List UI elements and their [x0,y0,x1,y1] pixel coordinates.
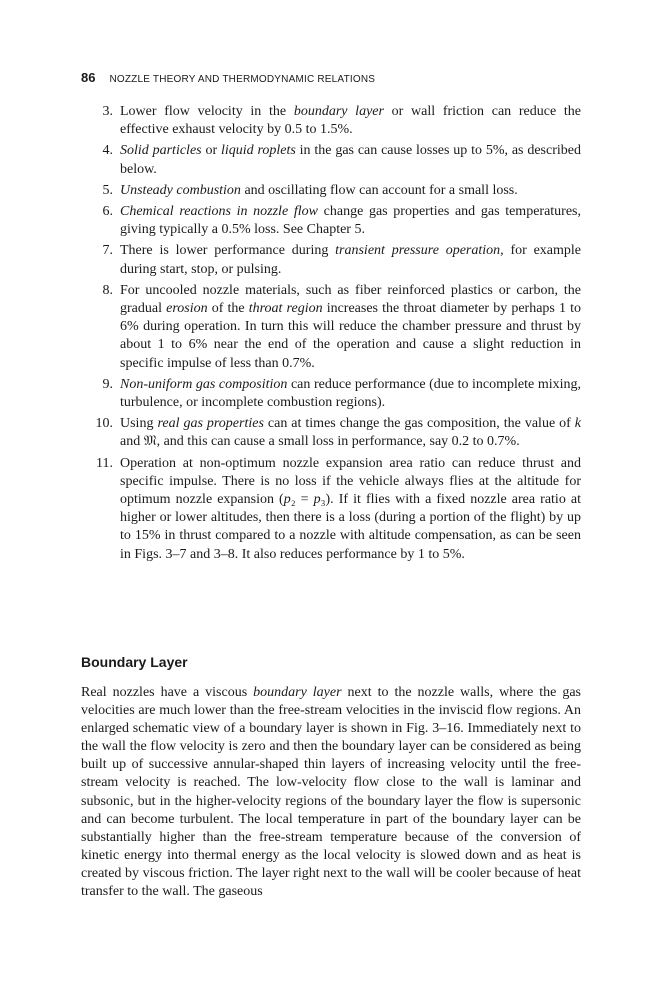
text-run: For uncooled nozzle materials, such as fiber reinforced plastics or carbon, the gradual [120,282,581,317]
text-run: or [201,143,221,159]
text-run: can at times change the gas composition, the value of [263,416,575,432]
text-run: Real nozzles have a viscous [81,685,254,700]
text-run: Operation at non-optimum nozzle expansion area ratio can reduce thrust and specific impulse. There is no loss if the vehicle always flies at the altitude for optimum nozzle expansion ( [120,455,581,508]
italic-text: boundary layer [293,104,384,119]
list-item [81,415,581,451]
text-run: ₃). If it flies with a fixed nozzle area ratio at higher or lower altitudes, then there is a loss (during a portion of the flight) by up to 15% in thrust compared to a nozzle with altitude compensation, as can be seen in Figs. 3–7 and 3–8. It also reduces performance by 1 to 5%. [120,492,581,562]
text-run: and oscillating flow can account for a small loss. [240,182,518,198]
list-item [81,103,581,139]
list-item-number: 11. [96,455,113,471]
running-title: NOZZLE THEORY AND THERMODYNAMIC RELATIONS [109,74,376,85]
italic-text: p [283,492,291,508]
loss-factors-list [81,103,581,567]
body-paragraph [81,684,581,901]
italic-text: p [313,492,321,508]
text-run: and 𝔐, and this can cause a small loss in performance, say 0.2 to 0.7%. [120,434,520,450]
list-item-number: 10. [95,416,113,432]
list-item [81,203,581,239]
list-item [81,242,581,278]
text-run: next to the nozzle walls, where the gas velocities are much lower than the free-stream velocities in the inviscid flow regions. An enlarged schematic view of a boundary layer is shown in Fig. 3–16. Immediately next to the wall the flow velocity is zero and then the boundary layer can be considered as being built up of successive annular-shaped thin layers of increasing velocity until the free-stream velocity is reached. The low-velocity flow close to the wall is laminar and subsonic, but in the higher-velocity regions of the boundary layer the flow is supersonic and can become turbulent. The local temperature in part of the boundary layer can be substantially higher than the free-stream temperature because of the conversion of kinetic energy into thermal energy as the local velocity is slowed down and as heat is created by viscous friction. The layer right next to the wall will be cooler because of heat transfer to the wall. The gaseous [81,685,581,900]
text-run: change gas properties and gas temperatures, giving typically a 0.5% loss. See Chapter 5. [120,204,581,238]
text-run: Lower flow velocity in the [120,104,294,119]
italic-text: Non-uniform gas composition [120,376,288,392]
italic-text: Solid particles [120,143,202,159]
list-item-number: 9. [102,376,113,392]
text-run: or wall friction can reduce the effective exhaust velocity by 0.5 to 1.5%. [120,104,581,138]
italic-text: liquid roplets [220,143,296,159]
page-number: 86 [81,70,96,85]
italic-text: Unsteady combustion [120,182,241,198]
italic-text: throat region [248,301,323,317]
text-run: of the [207,301,249,317]
italic-text: erosion [166,301,208,317]
text-run: There is lower performance during [120,243,336,259]
list-item-number: 8. [102,282,113,298]
italic-text: boundary layer [253,685,342,700]
list-item [81,455,581,564]
list-item [81,376,581,412]
italic-text: transient pressure operation, [335,243,504,259]
italic-text: k [574,416,582,432]
text-run: can reduce performance (due to incomplete mixing, turbulence, or incomplete combustion regions). [120,376,581,411]
running-header [81,69,375,87]
list-item-number: 4. [102,143,113,159]
italic-text: real gas properties [157,416,264,432]
list-item-number: 7. [102,243,113,259]
list-item [81,282,581,373]
list-item-number: 5. [102,182,113,198]
text-run: increases the throat diameter by perhaps 1 to 6% during operation. In turn this will reduce the chamber pressure and thrust by about 1 to 6% near the end of the operation and cause a slight reduction in specific impulse of less than 0.7%. [120,301,581,371]
list-item-number: 3. [102,104,113,119]
text-run: ₂ = [290,492,314,508]
list-item [81,182,581,200]
text-run: for example during start, stop, or pulsing. [120,243,582,277]
list-item [81,142,581,178]
italic-text: Chemical reactions in nozzle flow [120,204,318,220]
text-run: Using [120,416,158,432]
list-item-number: 6. [102,204,113,220]
text-run: in the gas can cause losses up to 5%, as described below. [120,143,581,177]
section-heading: Boundary Layer [81,654,188,670]
